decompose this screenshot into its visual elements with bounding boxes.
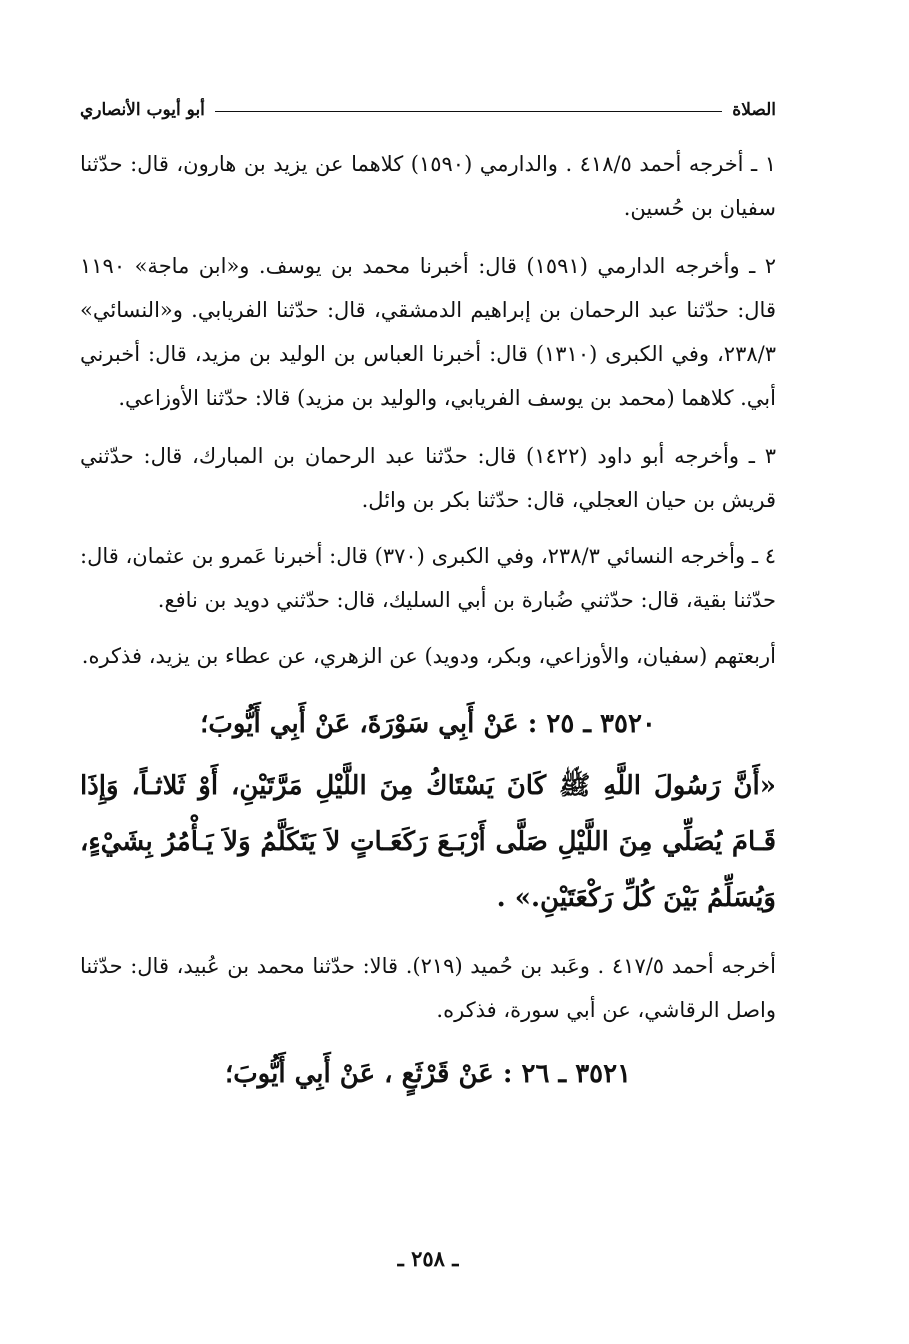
subject-title: أبو أيوب الأنصاري	[80, 100, 205, 120]
footnote-1: ١ ـ أخرجه أحمد ٤١٨/٥ . والدارمي (١٥٩٠) كلاهما عن يزيد بن هارون، قال: حدّثنا سفيان بن حُسين.	[80, 152, 776, 220]
hadith-heading-3521: ٣٥٢١ ـ ٢٦ : عَنْ قَرْثَعٍ ، عَنْ أَبِي أَيُّوبَ؛	[224, 1059, 632, 1089]
hadith-heading-3520: ٣٥٢٠ ـ ٢٥ : عَنْ أَبِي سَوْرَةَ، عَنْ أَبِي أَيُّوبَ؛	[200, 709, 656, 739]
chapter-title: الصلاة	[732, 100, 776, 120]
running-head	[80, 78, 776, 120]
footnote-2: ٢ ـ وأخرجه الدارمي (١٥٩١) قال: أخبرنا محمد بن يوسف. و«ابن ماجة» ١١٩٠ قال: حدّثنا عبد الرحمان بن إبراهيم الدمشقي، قال: حدّثنا الفريابي. و«النسائي» ٢٣٨/٣، وفي الكبرى (١٣١٠) قال: أخبرنا العباس بن الوليد بن مزيد، قال: أخبرني أبي. كلاهما (محمد بن يوسف الفريابي، والوليد بن مزيد) قالا: حدّثنا الأوزاعي.	[80, 254, 776, 410]
takhrij-3520: أخرجه أحمد ٤١٧/٥ . وعَبد بن حُميد (٢١٩). قالا: حدّثنا محمد بن عُبيد، قال: حدّثنا واصل الرقاشي، عن أبي سورة، فذكره.	[80, 954, 777, 1022]
footnote-4: ٤ ـ وأخرجه النسائي ٢٣٨/٣، وفي الكبرى (٣٧٠) قال: أخبرنا عَمرو بن عثمان، قال: حدّثنا بقية، قال: حدّثني ضُبارة بن أبي السليك، قال: حدّثني دويد بن نافع.	[80, 544, 776, 612]
page-number: ـ ٢٥٨ ـ	[397, 1246, 459, 1271]
footnote-3: ٣ ـ وأخرجه أبو داود (١٤٢٢) قال: حدّثنا عبد الرحمان بن المبارك، قال: حدّثني قريش بن حيان العجلي، قال: حدّثنا بكر بن وائل.	[80, 444, 776, 512]
footnote-summary: أربعتهم (سفيان، والأوزاعي، وبكر، ودويد) عن الزهري، عن عطاء بن يزيد، فذكره.	[81, 644, 776, 668]
book-page	[80, 78, 776, 1328]
hadith-text-3520: «أَنَّ رَسُولَ اللَّهِ ﷺ كَانَ يَسْتَاكُ مِنَ اللَّيْلِ مَرَّتَيْنِ، أَوْ ثَلاثـاً، وَإِذَا قَـامَ يُصَلِّي مِنَ اللَّيْلِ صَلَّى أَرْبَـعَ رَكَعَـاتٍ لاَ يَتَكَلَّمُ وَلاَ يَـأْمُرُ بِشَيْءٍ، وَيُسَلِّمُ بَيْنَ كُلِّ رَكْعَتَيْنِ.» .	[80, 771, 776, 913]
header-rule	[215, 111, 722, 112]
